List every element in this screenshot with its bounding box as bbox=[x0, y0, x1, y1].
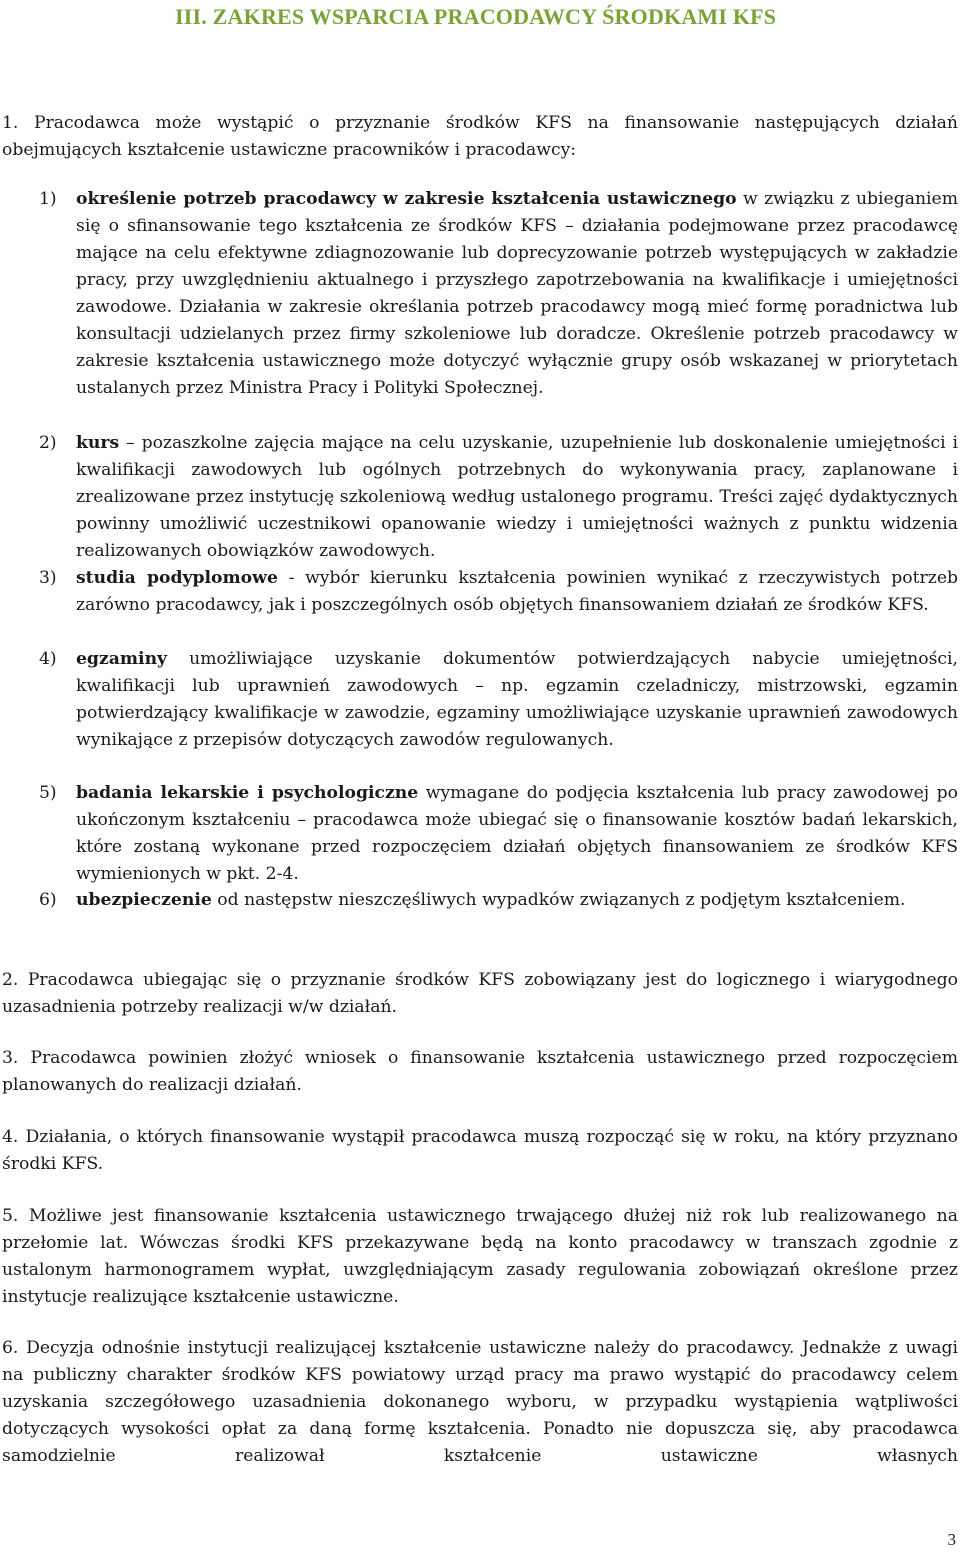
list-number: 6) bbox=[39, 890, 57, 910]
list-number: 3) bbox=[39, 568, 57, 588]
list-number: 5) bbox=[39, 783, 57, 803]
list-item-bold: egzaminy bbox=[76, 649, 168, 669]
list-item-bold: określenie potrzeb pracodawcy w zakresie kształcenia ustawicznego bbox=[76, 189, 737, 209]
list-number: 2) bbox=[39, 433, 57, 453]
intro-paragraph: 1. Pracodawca może wystąpić o przyznanie środków KFS na finansowanie następujących działań obejmujących kształcenie ustawiczne pracowników i pracodawcy: bbox=[2, 113, 958, 160]
list-item bbox=[39, 646, 958, 754]
list-item-text: wymagane do podjęcia kształcenia lub pracy zawodowej po ukończonym kształceniu – pracodawca może ubiegać się o finansowanie kosztów badań lekarskich, które zostaną wykonane przed rozpoczęciem działań objętych finansowaniem ze środków KFS wymienionych w pkt. 2-4. bbox=[76, 783, 959, 884]
paragraph-6: 6. Decyzja odnośnie instytucji realizującej kształcenie ustawiczne należy do pracodawcy. Jednakże z uwagi na publiczny charakter środków KFS powiatowy urząd pracy ma prawo wystąpić do pracodawcy celem uzyskania szczegółowego uzasadnienia dokonanego wyboru, w przypadku wystąpienia wątpliwości dotyczących wysokości opłat za daną formę kształcenia. Ponadto nie dopuszcza się, aby pracodawca samodzielnie realizował kształcenie ustawiczne własnych bbox=[2, 1338, 958, 1466]
paragraph-3: 3. Pracodawca powinien złożyć wniosek o finansowanie kształcenia ustawicznego przed rozpoczęciem planowanych do realizacji działań. bbox=[2, 1048, 958, 1095]
list-item-text: umożliwiające uzyskanie dokumentów potwierdzających nabycie umiejętności, kwalifikacji lub uprawnień zawodowych – np. egzamin czeladniczy, mistrzowski, egzamin potwierdzający kwalifikacje w zawodzie, egzaminy umożliwiające uzyskanie uprawnień zawodowych wynikające z przepisów dotyczących zawodów regulowanych. bbox=[76, 649, 958, 750]
list-item bbox=[39, 186, 959, 402]
list-item-text: - wybór kierunku kształcenia powinien wynikać z rzeczywistych potrzeb zarówno pracodawcy, jak i poszczególnych osób objętych finansowaniem działań ze środków KFS. bbox=[76, 568, 958, 615]
paragraph-4: 4. Działania, o których finansowanie wystąpił pracodawca muszą rozpocząć się w roku, na który przyznano środki KFS. bbox=[2, 1127, 958, 1174]
list-item bbox=[39, 887, 958, 914]
list-number: 4) bbox=[39, 649, 57, 669]
list-item bbox=[39, 430, 958, 565]
page-number: 3 bbox=[947, 1530, 956, 1549]
list-item bbox=[39, 565, 958, 619]
list-number: 1) bbox=[39, 189, 57, 209]
list-item-text: w związku z ubieganiem się o sfinansowanie tego kształcenia ze środków KFS – działania podejmowane przez pracodawcę mające na celu efektywne zdiagnozowanie lub doprecyzowanie potrzeb występujących w zakładzie pracy, przy uwzględnieniu aktualnego i przyszłego zapotrzebowania na kwalifikacje i umiejętności zawodowe. Działania w zakresie określania potrzeb pracodawcy mogą mieć formę poradnictwa lub konsultacji udzielanych przez firmy szkoleniowe lub doradcze. Określenie potrzeb pracodawcy w zakresie kształcenia ustawicznego może dotyczyć wyłącznie grupy osób wskazanej w priorytetach ustalanych przez Ministra Pracy i Polityki Społecznej. bbox=[76, 189, 959, 398]
list-item-text: – pozaszkolne zajęcia mające na celu uzyskanie, uzupełnienie lub doskonalenie umiejętności i kwalifikacji zawodowych lub ogólnych potrzebnych do wykonywania pracy, zaplanowane i zrealizowane przez instytucję szkoleniową według ustalonego programu. Treści zajęć dydaktycznych powinny umożliwić uczestnikowi opanowanie wiedzy i umiejętności ważnych z punktu widzenia realizowanych obowiązków zawodowych. bbox=[76, 433, 958, 561]
list-item-bold: ubezpieczenie bbox=[76, 890, 212, 910]
list-item-bold: studia podyplomowe bbox=[76, 568, 278, 588]
section-heading: III. ZAKRES WSPARCIA PRACODAWCY ŚRODKAMI KFS bbox=[175, 4, 777, 29]
list-item-bold: badania lekarskie i psychologiczne bbox=[76, 783, 419, 803]
list-item-text: od następstw nieszczęśliwych wypadków związanych z podjętym kształceniem. bbox=[211, 890, 906, 910]
paragraph-5: 5. Możliwe jest finansowanie kształcenia ustawicznego trwającego dłużej niż rok lub realizowanego na przełomie lat. Wówczas środki KFS przekazywane będą na konto pracodawcy w transzach zgodnie z ustalonym harmonogramem wypłat, uwzględniającym zasady regulowania zobowiązań określone przez instytucje realizujące kształcenie ustawiczne. bbox=[2, 1206, 958, 1307]
paragraph-2: 2. Pracodawca ubiegając się o przyznanie środków KFS zobowiązany jest do logicznego i wiarygodnego uzasadnienia potrzeby realizacji w/w działań. bbox=[2, 970, 958, 1017]
list-item-bold: kurs bbox=[76, 433, 120, 453]
list-item bbox=[39, 780, 959, 888]
